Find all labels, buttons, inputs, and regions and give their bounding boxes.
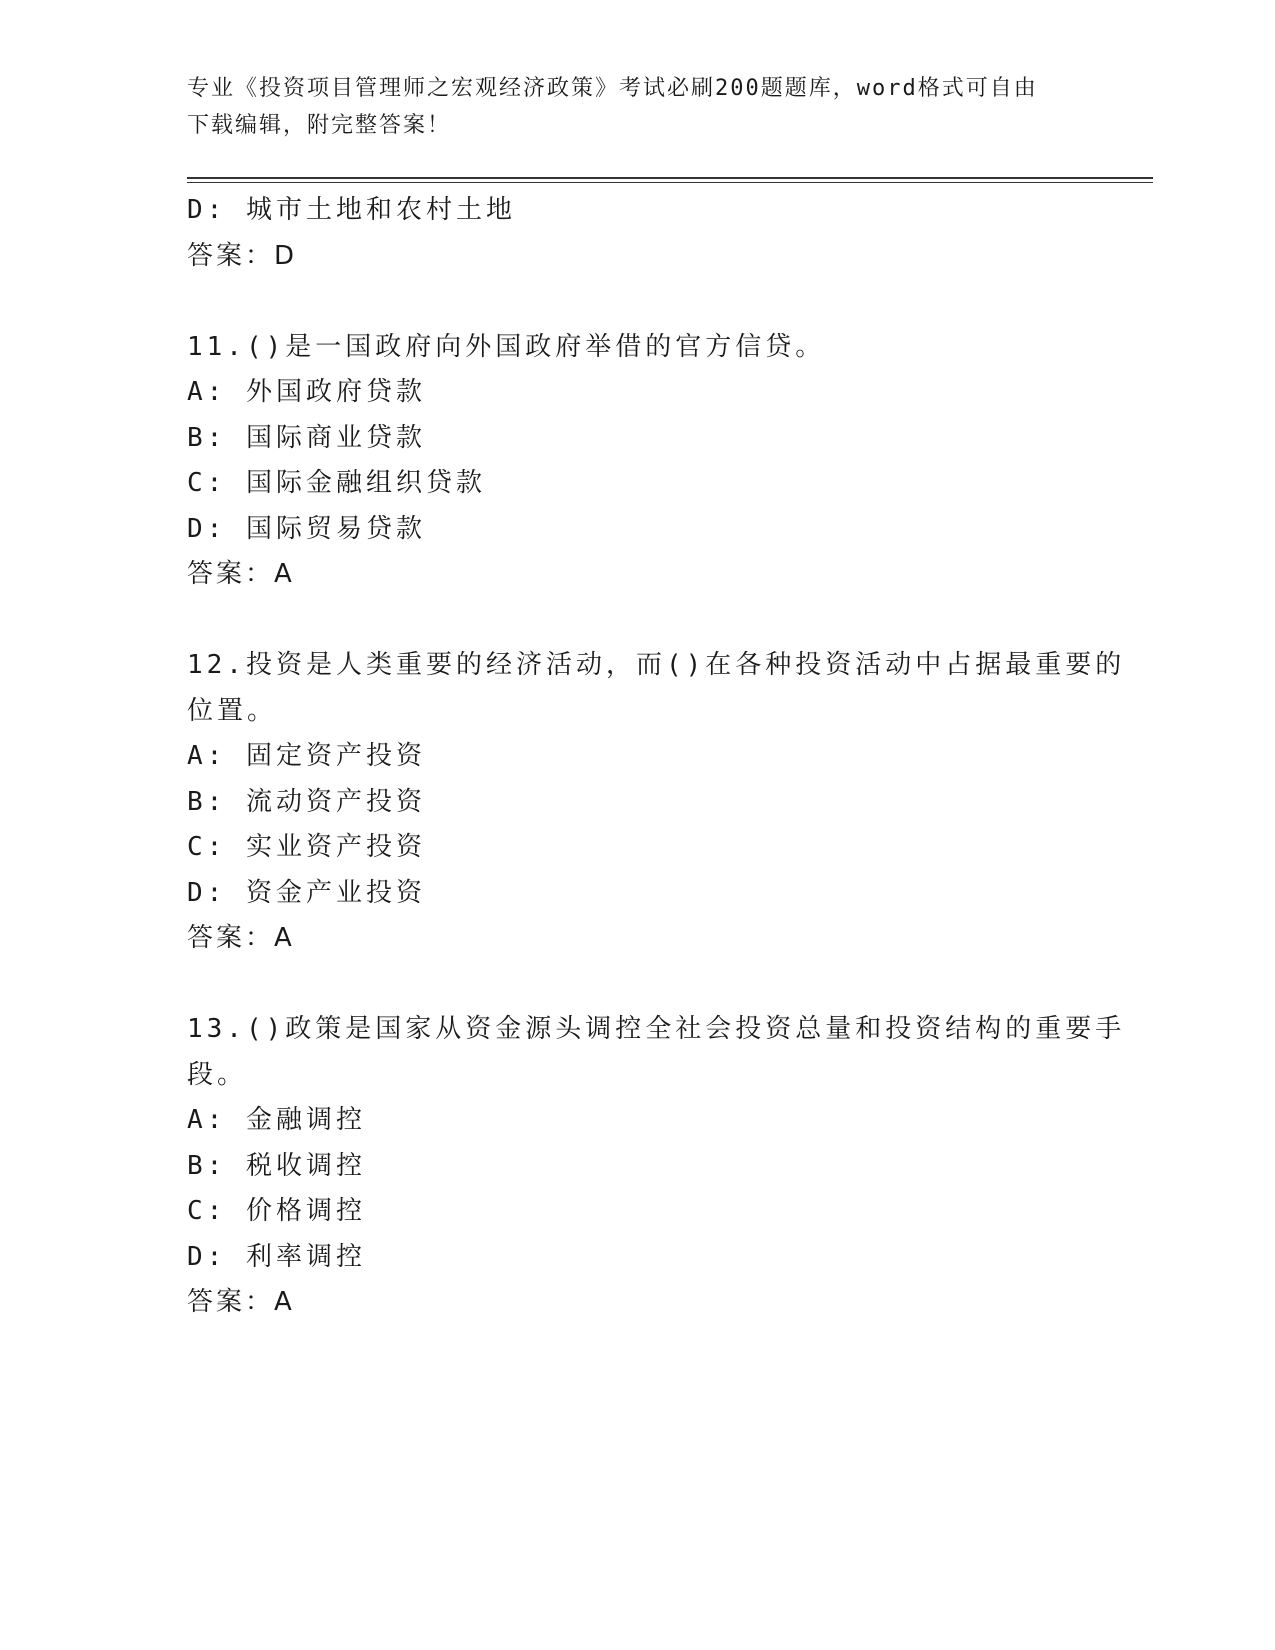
option-b: B: 国际商业贷款 [187,422,426,453]
option-b: B: 税收调控 [187,1150,366,1181]
question-11 [187,325,1087,598]
document-header [187,70,1087,144]
document-body [187,188,1126,1326]
previous-question-tail [187,188,1087,279]
option-c: C: 价格调控 [187,1196,366,1226]
option-d: D: 国际贸易贷款 [187,513,426,544]
question-stem: 11.()是一国政府向外国政府举借的官方信贷。 [187,331,826,362]
question-13 [187,1007,1126,1326]
option-c: C: 国际金融组织贷款 [187,468,486,498]
option-d: D: 城市土地和农村土地 [187,195,516,225]
header-line-1: 专业《投资项目管理师之宏观经济政策》考试必刷200题题库，word格式可自由 [187,76,1038,101]
answer-line: 答案：D [187,240,298,271]
option-d: D: 利率调控 [187,1241,366,1272]
spacer [187,279,1087,325]
option-a: A: 金融调控 [187,1105,366,1135]
option-a: A: 固定资产投资 [187,741,426,771]
answer-line: 答案：A [187,1287,295,1317]
answer-line: 答案：A [187,559,295,589]
option-b: B: 流动资产投资 [187,786,426,817]
answer-line: 答案：A [187,923,295,953]
question-stem-line-2: 位置。 [187,695,278,726]
header-divider-thick [187,177,1153,179]
question-stem-line-1: 12.投资是人类重要的经济活动，而()在各种投资活动中占据最重要的 [187,650,1126,680]
option-c: C: 实业资产投资 [187,832,426,862]
option-a: A: 外国政府贷款 [187,377,426,407]
header-divider-thin [187,182,1153,183]
question-stem-line-1: 13.()政策是国家从资金源头调控全社会投资总量和投资结构的重要手 [187,1014,1126,1044]
spacer [187,598,1087,644]
spacer [187,962,1087,1008]
header-line-2: 下载编辑，附完整答案！ [187,113,452,138]
option-d: D: 资金产业投资 [187,877,426,908]
question-12 [187,643,1126,962]
question-stem-line-2: 段。 [187,1059,248,1090]
